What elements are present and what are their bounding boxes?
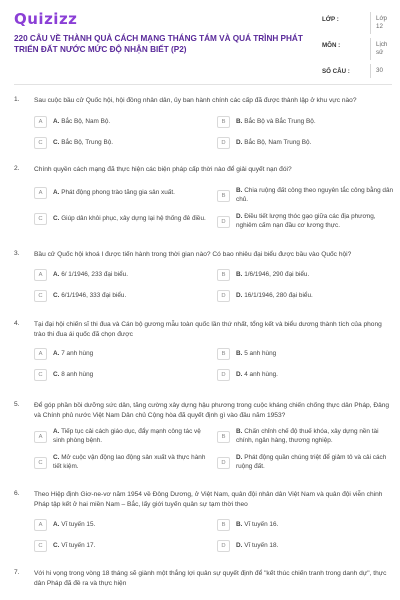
quizizz-logo: Quizizz xyxy=(14,10,78,28)
option-letter: C xyxy=(34,369,47,381)
grade-value: Lớp 12 xyxy=(370,12,392,34)
option-c[interactable] xyxy=(34,213,214,225)
option-letter: B xyxy=(217,269,230,281)
question-text: Sau cuộc bầu cử Quốc hội, hội đồng nhân dân, ủy ban hành chính các cấp đã được thành lập ở khu vực nào? xyxy=(34,97,357,104)
option-d[interactable] xyxy=(217,369,397,381)
option-letter: C xyxy=(34,213,47,225)
option-key: B. xyxy=(236,187,243,194)
option-text: Phát động phong trào tăng gia sản xuất. xyxy=(61,188,175,196)
option-c[interactable] xyxy=(34,369,214,381)
option-key: C. xyxy=(53,541,60,549)
option-c[interactable] xyxy=(34,540,214,552)
option-letter: A xyxy=(34,348,47,360)
option-key: A. xyxy=(53,428,60,435)
option-c[interactable] xyxy=(34,290,214,302)
option-text: 5 anh hùng xyxy=(244,349,277,357)
option-b[interactable] xyxy=(217,187,397,204)
option-text: Giúp dân khôi phục, xây dựng lại hệ thống đê điều. xyxy=(61,214,206,222)
meta-grade-row xyxy=(322,12,392,38)
option-letter: A xyxy=(34,116,47,128)
option-letter: A xyxy=(34,187,47,199)
question-text: Bầu cử Quốc hội khoá I được tiến hành trong thời gian nào? Có bao nhiêu đại biểu được bầu vào Quốc hội? xyxy=(34,251,352,258)
option-key: C. xyxy=(53,138,60,146)
option-letter: D xyxy=(217,290,230,302)
subject-label: MÔN : xyxy=(322,42,341,49)
grade-label: LỚP : xyxy=(322,16,339,23)
meta-subject-row xyxy=(322,38,392,64)
option-key: B. xyxy=(236,349,243,357)
option-key: D. xyxy=(236,213,243,220)
question-number: 3. xyxy=(14,250,20,257)
option-a[interactable] xyxy=(34,519,214,531)
option-text: Tiếp tục cải cách giáo dục, đẩy mạnh công tác vệ sinh phòng bệnh. xyxy=(53,428,201,444)
page-title: 220 CÂU VỀ THÀNH QUẢ CÁCH MẠNG THÁNG TÁM VÀ QUÁ TRÌNH PHÁT TRIỂN ĐẤT NƯỚC MỨC ĐỘ NHẬN BIẾT (P2) xyxy=(14,34,303,54)
option-letter: C xyxy=(34,290,47,302)
option-c[interactable] xyxy=(34,454,214,471)
subject-value: Lịch sử xyxy=(370,38,392,60)
option-letter: B xyxy=(217,431,230,443)
option-c[interactable] xyxy=(34,137,214,149)
option-key: A. xyxy=(53,520,60,528)
option-key: B. xyxy=(236,270,243,278)
option-letter: C xyxy=(34,457,47,469)
option-letter: D xyxy=(217,216,230,228)
option-letter: C xyxy=(34,137,47,149)
option-b[interactable] xyxy=(217,348,397,360)
option-text: 8 anh hùng xyxy=(61,370,94,378)
option-letter: B xyxy=(217,519,230,531)
meta-count-row xyxy=(322,64,392,78)
meta-panel xyxy=(322,12,392,78)
option-d[interactable] xyxy=(217,213,397,230)
option-letter: A xyxy=(34,269,47,281)
option-text: Bắc Bộ, Nam Trung Bộ. xyxy=(244,138,312,146)
option-key: A. xyxy=(53,188,60,196)
option-key: B. xyxy=(236,117,243,125)
option-text: Mở cuộc vận động lao động sản xuất và thực hành tiết kiệm. xyxy=(53,454,206,470)
option-key: B. xyxy=(236,428,243,435)
option-text: Chấn chỉnh chế độ thuế khóa, xây dựng nền tài chính, ngân hàng, thương nghiệp. xyxy=(236,428,379,444)
option-key: C. xyxy=(53,370,60,378)
option-letter: B xyxy=(217,190,230,202)
option-a[interactable] xyxy=(34,116,214,128)
option-d[interactable] xyxy=(217,540,397,552)
option-d[interactable] xyxy=(217,290,397,302)
option-key: A. xyxy=(53,270,60,278)
count-value: 30 xyxy=(370,64,392,78)
header-divider xyxy=(14,84,392,85)
option-b[interactable] xyxy=(217,519,397,531)
question-number: 6. xyxy=(14,490,20,497)
option-letter: B xyxy=(217,348,230,360)
option-letter: D xyxy=(217,137,230,149)
option-a[interactable] xyxy=(34,428,214,445)
option-d[interactable] xyxy=(217,454,397,471)
option-text: 16/1/1946, 280 đại biểu. xyxy=(244,291,313,299)
option-key: A. xyxy=(53,117,60,125)
question-number: 1. xyxy=(14,96,20,103)
option-a[interactable] xyxy=(34,269,214,281)
option-key: B. xyxy=(236,520,243,528)
option-letter: A xyxy=(34,519,47,531)
option-text: Vĩ tuyến 15. xyxy=(61,520,96,528)
option-text: 6/1/1946, 333 đại biểu. xyxy=(61,291,127,299)
option-text: 6/ 1/1946, 233 đại biểu. xyxy=(61,270,128,278)
option-key: C. xyxy=(53,214,60,222)
question-text: Tại đại hội chiến sĩ thi đua và Cán bộ gương mẫu toàn quốc lần thứ nhất, tổng kết và biểu dương thành tích của phong trào thi đua ái quốc đã chọn được xyxy=(34,321,382,338)
question-text: Để góp phần bồi dưỡng sức dân, tăng cường xây dựng hậu phương trong cuộc kháng chiến chống thực dân Pháp, Đảng và Chính phủ nước Việt Nam Dân chủ Cộng hòa đã quyết định gì vào đầu năm 1953? xyxy=(34,402,390,419)
option-key: D. xyxy=(236,291,243,299)
option-text: Bắc Bộ, Nam Bộ. xyxy=(61,117,111,125)
option-text: 1/6/1946, 290 đại biểu. xyxy=(244,270,310,278)
option-letter: B xyxy=(217,116,230,128)
option-text: 7 anh hùng xyxy=(61,349,94,357)
option-text: Vĩ tuyến 18. xyxy=(244,541,279,549)
option-key: D. xyxy=(236,454,243,461)
option-text: Chia ruộng đất công theo nguyên tắc công bằng dân chủ. xyxy=(236,187,394,203)
option-text: Bắc Bộ và Bắc Trung Bộ. xyxy=(244,117,316,125)
option-letter: D xyxy=(217,540,230,552)
option-a[interactable] xyxy=(34,187,214,199)
option-key: D. xyxy=(236,370,243,378)
option-key: C. xyxy=(53,454,60,461)
option-key: A. xyxy=(53,349,60,357)
question-text: Chính quyền cách mạng đã thực hiện các biện pháp cấp thời nào để giải quyết nạn đói? xyxy=(34,166,292,173)
option-letter: D xyxy=(217,457,230,469)
option-d[interactable] xyxy=(217,137,397,149)
option-key: D. xyxy=(236,138,243,146)
option-b[interactable] xyxy=(217,428,397,445)
question-number: 7. xyxy=(14,569,20,576)
option-letter: D xyxy=(217,369,230,381)
option-text: Điều tiết lượng thóc gạo giữa các địa phương, nghiêm cấm nạn đầu cơ lương thực. xyxy=(236,213,376,229)
option-b[interactable] xyxy=(217,269,397,281)
option-key: D. xyxy=(236,541,243,549)
option-text: Bắc Bộ, Trung Bộ. xyxy=(61,138,114,146)
count-label: SỐ CÂU : xyxy=(322,68,350,75)
option-key: C. xyxy=(53,291,60,299)
option-b[interactable] xyxy=(217,116,397,128)
option-letter: C xyxy=(34,540,47,552)
question-number: 2. xyxy=(14,165,20,172)
option-a[interactable] xyxy=(34,348,214,360)
question-text: Với hi vọng trong vòng 18 tháng sẽ giành một thắng lợi quân sự quyết định để "kết thúc chiến tranh trong danh dự", thực dân Pháp đã đề ra và thực hiện xyxy=(34,570,387,587)
option-text: Vĩ tuyến 16. xyxy=(244,520,279,528)
option-letter: A xyxy=(34,431,47,443)
question-number: 5. xyxy=(14,401,20,408)
question-text: Theo Hiệp định Giơ-ne-vơ năm 1954 về Đông Dương, ở Việt Nam, quân đội nhân dân Việt Nam và quân đội viễn chinh Pháp tập kết ở hai miền Nam – Bắc, lấy giới tuyến quân sự tạm thời theo xyxy=(34,491,383,508)
option-text: Vĩ tuyến 17. xyxy=(61,541,96,549)
option-text: Phát động quần chúng triệt để giảm tô và cải cách ruộng đất. xyxy=(236,454,387,470)
option-text: 4 anh hùng. xyxy=(244,370,278,378)
question-number: 4. xyxy=(14,320,20,327)
